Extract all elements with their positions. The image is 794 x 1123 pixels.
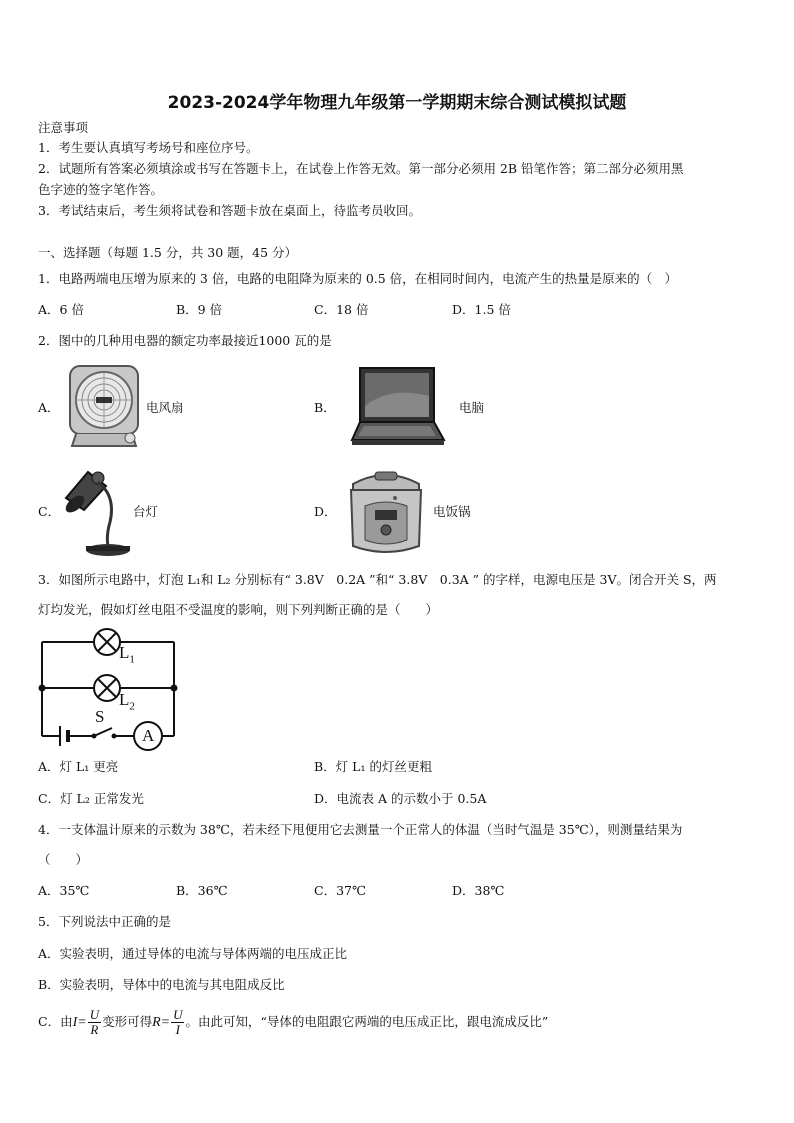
switch-label: S — [95, 707, 105, 726]
question-3-option-d: D．电流表 A 的示数小于 0.5A — [314, 791, 487, 806]
notice-item: 色字迹的签字笔作答。 — [38, 182, 164, 197]
question-2-option-d-label: 电饭锅 — [433, 504, 471, 519]
question-2-option-a-letter: A． — [38, 400, 60, 415]
circuit-diagram — [34, 626, 182, 752]
question-3-stem: 3．如图所示电路中，灯泡 L₁和 L₂ 分别标有“ 3.8V 0.2A ”和“ 3.8V 0.3A ” 的字样，电源电压是 3V。闭合开关 S，两 — [38, 572, 717, 587]
lamp-l1-label: $L_1$ — [119, 643, 135, 666]
question-1-stem: 1．电路两端电压增为原来的 3 倍，电路的电阻降为原来的 0.5 倍，在相同时间内，电流产生的热量是原来的（ ） — [38, 271, 678, 286]
question-5-option-b: B．实验表明，导体中的电流与其电阻成反比 — [38, 977, 285, 992]
question-3-option-c: C．灯 L₂ 正常发光 — [38, 791, 144, 806]
desk-lamp-image — [62, 466, 132, 558]
question-4-option-a: A．35℃ — [38, 883, 90, 898]
notice-item: 1．考生要认真填写考场号和座位序号。 — [38, 140, 259, 155]
question-3-option-a: A．灯 L₁ 更亮 — [38, 759, 119, 774]
question-5-option-a: A．实验表明，通过导体的电流与导体两端的电压成正比 — [38, 946, 348, 961]
question-5-stem: 5．下列说法中正确的是 — [38, 914, 171, 929]
question-3-option-b: B．灯 L₁ 的灯丝更粗 — [314, 759, 432, 774]
question-2-option-c-letter: C． — [38, 504, 61, 519]
lamp-l2-label: $L_2$ — [119, 690, 135, 713]
question-2-option-a-label: 电风扇 — [146, 400, 184, 415]
ammeter-label: A — [142, 726, 155, 745]
notice-item: 2．试题所有答案必须填涂或书写在答题卡上，在试卷上作答无效。第一部分必须用 2B 铅笔作答；第二部分必须用黑 — [38, 161, 684, 176]
question-5-option-c: C．由I= $\frac{U}{R}$ 变形可得R= $\frac{U}{I}$ 。由此可知，“导体的电阻跟它两端的电压成正比，跟电流成反比” — [38, 1007, 549, 1037]
rice-cooker-image — [345, 466, 427, 558]
notice-heading: 注意事项 — [38, 120, 89, 135]
question-4-option-c: C．37℃ — [314, 883, 366, 898]
question-1-option-c: C．18 倍 — [314, 302, 369, 317]
question-2-option-b-letter: B． — [314, 400, 336, 415]
notice-item: 3．考试结束后，考生须将试卷和答题卡放在桌面上，待监考员收回。 — [38, 203, 421, 218]
question-1-option-b: B．9 倍 — [176, 302, 223, 317]
laptop-image — [350, 366, 446, 448]
question-1-option-d: D．1.5 倍 — [452, 302, 511, 317]
question-2-option-b-label: 电脑 — [459, 400, 485, 415]
question-2-stem: 2．图中的几种用电器的额定功率最接近1000 瓦的是 — [38, 333, 332, 348]
question-2-option-c-label: 台灯 — [133, 504, 159, 519]
electric-fan-image — [66, 362, 142, 450]
question-4-stem: 4．一支体温计原来的示数为 38℃，若未经下甩便用它去测量一个正常人的体温（当时气温是 35℃），则测量结果为 — [38, 822, 683, 837]
question-4-option-d: D．38℃ — [452, 883, 505, 898]
section-heading: 一、选择题（每题 1.5 分，共 30 题，45 分） — [38, 245, 298, 260]
question-4-option-b: B．36℃ — [176, 883, 228, 898]
question-1-option-a: A．6 倍 — [38, 302, 84, 317]
page-title: 2023-2024学年物理九年级第一学期期末综合测试模拟试题 — [167, 93, 627, 113]
question-3-stem-continued: 灯均发光，假如灯丝电阻不受温度的影响，则下列判断正确的是（ ） — [38, 602, 439, 617]
question-2-option-d-letter: D． — [314, 504, 337, 519]
question-4-stem-continued: （ ） — [38, 852, 89, 867]
